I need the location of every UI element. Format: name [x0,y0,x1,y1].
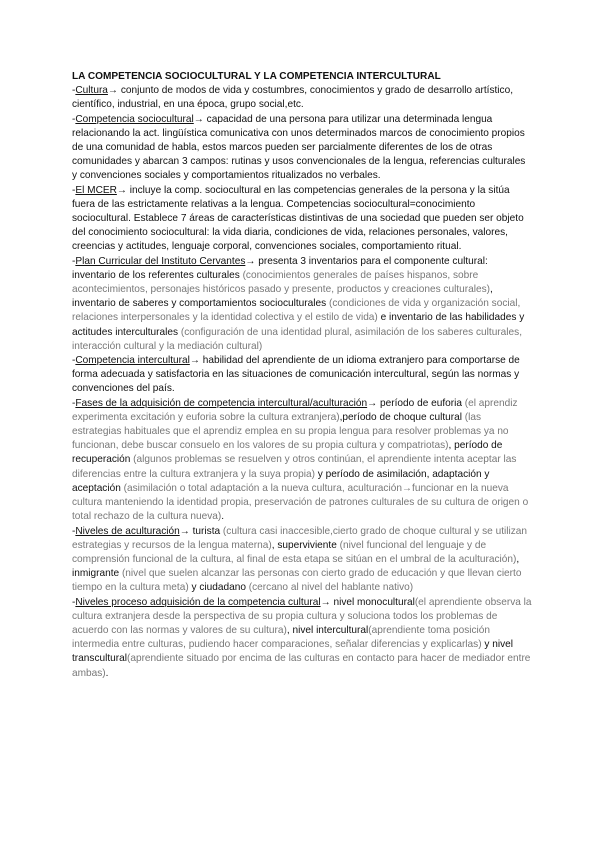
para-niveles-proceso: -Niveles proceso adquisición de la competencia cultural→ nivel monocultural(el aprendiente observa la cultura extranjera desde la perspectiva de su propia cultura y soluciona todos los problemas de acuerdo con las normas y valores de su cultura), nivel intercultural(aprendiente toma posición intermedia entre culturas, pudiendo hacer comparaciones, señalar diferencias y explicarlas) y nivel transcultural(aprendiente situado por encima de las culturas en contacto para hacer de mediador entre ambas). [72,596,532,679]
fase-asimilacion: y período de asimilación, adaptación y aceptación [72,468,490,494]
term-mcer: El MCER [75,184,117,196]
note-euforia: (el aprendiz experimenta excitación y euforia sobre la cultura extranjera) [72,397,518,423]
inventario-habilidades: e inventario de las habilidades y actitudes interculturales [72,312,525,338]
term-plan-curricular: Plan Curricular del Instituto Cervantes [75,255,246,267]
note-superviviente: (nivel funcional del lenguaje y de comprensión funcional de la cultura, al final de esta etapa se sitúan en el umbral de la aculturación) [72,539,517,565]
def-competencia-sociocultural: → capacidad de una persona para utilizar una determinada lengua relacionando la act. lingüística comunicativa con unos determinados marcos de conocimiento propios de una comunidad de habla, estos marcos pueden ser parcialmente diferentes de los de otras comunidades y abarcan 3 campos: rutinas y usos convencionales de la lengua, referencias culturales y convenciones sociales y comportamientos ritualizados no verbales. [72,113,526,182]
note-inmigrante: (nivel que suelen alcanzar las personas con cierto grado de educación y que llevan cierto tiempo en la cultura meta) [72,568,522,594]
fase-choque: ,período de choque cultural [339,411,462,423]
def-mcer: → incluye la comp. sociocultural en las competencias generales de la persona y la sitúa fuera de las estrictamente relativas a la lengua. Competencias sociocultural=conocimiento sociocultural. Establece 7 áreas de características distintivas de una sociedad que pueden ser objeto del conocimiento sociocultural: la vida diaria, condiciones de vida, relaciones personales, valores, creencias y actitudes, lenguaje corporal, convenciones sociales, comportamiento ritual. [72,184,524,253]
term-niveles-proceso: Niveles proceso adquisición de la competencia cultural [75,596,321,608]
niveles-proceso-end: . [105,667,109,679]
def-competencia-intercultural: → habilidad del aprendiente de un idioma extranjero para comportarse de forma adecuada y satisfactoria en las situaciones de comunicación intercultural, según las normas y convenciones del país. [72,355,520,395]
note-recuperacion: (algunos problemas se resuelven y otros continúan, el aprendiente intenta aceptar las diferencias entre la cultura extranjera y la suya propia) [72,454,517,480]
note-monocultural: (el aprendiente observa la cultura extranjera desde la perspectiva de su propia cultura y soluciona todos los problemas de acuerdo con las normas y valores de su cultura) [72,596,532,636]
note-choque: (las estrategias habituales que el aprendiz emplea en su propia lengua para resolver problemas ya no funcionan, debe buscar consuelo en los valores de su propia cultura y compatriotas) [72,411,509,452]
nivel-superviviente: , superviviente [271,539,337,551]
para-fases: -Fases de la adquisición de competencia intercultural/aculturación→ período de euforia (el aprendiz experimenta excitación y euforia sobre la cultura extranjera),período de choque cultural (las estrategias habituales que el aprendiz emplea en su propia lengua para resolver problemas ya no funcionan, debe buscar consuelo en los valores de su propia cultura y compatriotas), período de recuperación (algunos problemas se resuelven y otros continúan, el aprendiente intenta aceptar las diferencias entre la cultura extranjera y la suya propia) y período de asimilación, adaptación y aceptación (asimilación o total adaptación a la nueva cultura, aculturación→funcionar en la nueva cultura manteniendo la identidad propia, preservación de patrones culturales de su cultura de origen o total rechazo de la cultura nueva). [72,397,529,523]
para-competencia-intercultural: -Competencia intercultural→ habilidad del aprendiente de un idioma extranjero para comportarse de forma adecuada y satisfactoria en las situaciones de comunicación intercultural, según las normas y convenciones del país. [72,355,520,395]
note-habilidades: (configuración de una identidad plural, asimilación de los saberes culturales, interacción cultural y la mediación cultural) [72,326,522,352]
fase-euforia: → período de euforia [367,397,462,409]
def-cultura: → conjunto de modos de vida y costumbres, conocimientos y grado de desarrollo artístico, científico, industrial, en una época, grupo social,etc. [72,85,513,111]
term-competencia-sociocultural: Competencia sociocultural [75,113,194,125]
para-plan-curricular: -Plan Curricular del Instituto Cervantes→ presenta 3 inventarios para el componente cultural: inventario de los referentes culturales (conocimientos generales de países hispanos, sobre acontecimientos, personajes históricos pasado y presente, productos y creaciones culturales), inventario de saberes y comportamientos socioculturales (condiciones de vida y organización social, relaciones interpersonales y la identidad colectiva y el estilo de vida) e inventario de las habilidades y actitudes interculturales (configuración de una identidad plural, asimilación de los saberes culturales, interacción cultural y la mediación cultural) [72,255,525,352]
term-fases: Fases de la adquisición de competencia intercultural/aculturación [75,397,368,409]
nivel-intercultural: , nivel intercultural [286,624,369,636]
note-turista: (cultura casi inaccesible,cierto grado de choque cultural y se utilizan estrategias y recursos de la lengua materna) [72,525,528,551]
def-plan-curricular: → presenta 3 inventarios para el componente cultural: inventario de los referentes culturales [72,255,488,281]
nivel-transcultural: y nivel transcultural [72,639,513,665]
note-asimilacion: (asimilación o total adaptación a la nueva cultura, aculturación→funcionar en la nueva cultura manteniendo la identidad propia, preservación de patrones culturales de su cultura de origen o total rechazo de la cultura nueva) [72,482,529,523]
para-mcer: -El MCER→ incluye la comp. sociocultural en las competencias generales de la persona y la sitúa fuera de las estrictamente relativas a la lengua. Competencias sociocultural=conocimiento sociocultural. Establece 7 áreas de características distintivas de una sociedad que pueden ser objeto del conocimiento sociocultural: la vida diaria, condiciones de vida, relaciones personales, valores, creencias y actitudes, lenguaje corporal, convenciones sociales, comportamiento ritual. [72,184,524,253]
fases-end: . [221,511,225,523]
nivel-ciudadano: y ciudadano [188,582,246,594]
document-page [72,70,532,681]
note-intercultural: (aprendiente toma posición intermedia entre culturas, pudiendo hacer comparaciones, señalar diferencias y explicarlas) [72,624,491,651]
fase-recuperacion: , período de recuperación [72,440,503,466]
inventario-saberes: , inventario de saberes y comportamientos socioculturales [72,284,493,310]
term-competencia-intercultural: Competencia intercultural [75,355,190,367]
note-transcultural: (aprendiente situado por encima de las culturas en contacto para hacer de mediador entre ambas) [72,653,531,679]
nivel-turista: → turista [179,525,221,537]
para-cultura: -Cultura→ conjunto de modos de vida y costumbres, conocimientos y grado de desarrollo artístico, científico, industrial, en una época, grupo social,etc. [72,85,513,111]
term-niveles-aculturacion: Niveles de aculturación [75,525,180,537]
document-title: LA COMPETENCIA SOCIOCULTURAL Y LA COMPETENCIA INTERCULTURAL [72,71,441,82]
note-ciudadano: (cercano al nivel del hablante nativo) [245,582,414,594]
note-referentes: (conocimientos generales de países hispanos, sobre acontecimientos, personajes históricos pasado y presente, productos y creaciones culturales) [72,269,490,296]
para-competencia-sociocultural: -Competencia sociocultural→ capacidad de una persona para utilizar una determinada lengua relacionando la act. lingüística comunicativa con unos determinados marcos de conocimiento propios de una comunidad de habla, estos marcos pueden ser parcialmente diferentes de los de otras comunidades y abarcan 3 campos: rutinas y usos convencionales de la lengua, referencias culturales y convenciones sociales y comportamientos ritualizados no verbales. [72,113,526,182]
nivel-monocultural: → nivel monocultural [320,596,415,608]
para-niveles-aculturacion: -Niveles de aculturación→ turista (cultura casi inaccesible,cierto grado de choque cultural y se utilizan estrategias y recursos de la lengua materna), superviviente (nivel funcional del lenguaje y de comprensión funcional de la cultura, al final de esta etapa se sitúan en el umbral de la aculturación), inmigrante (nivel que suelen alcanzar las personas con cierto grado de educación y que llevan cierto tiempo en la cultura meta) y ciudadano (cercano al nivel del hablante nativo) [72,525,528,594]
nivel-inmigrante: , inmigrante [72,553,520,580]
term-cultura: Cultura [75,85,108,97]
note-saberes: (condiciones de vida y organización social, relaciones interpersonales y la identidad colectiva y el estilo de vida) [72,298,521,324]
